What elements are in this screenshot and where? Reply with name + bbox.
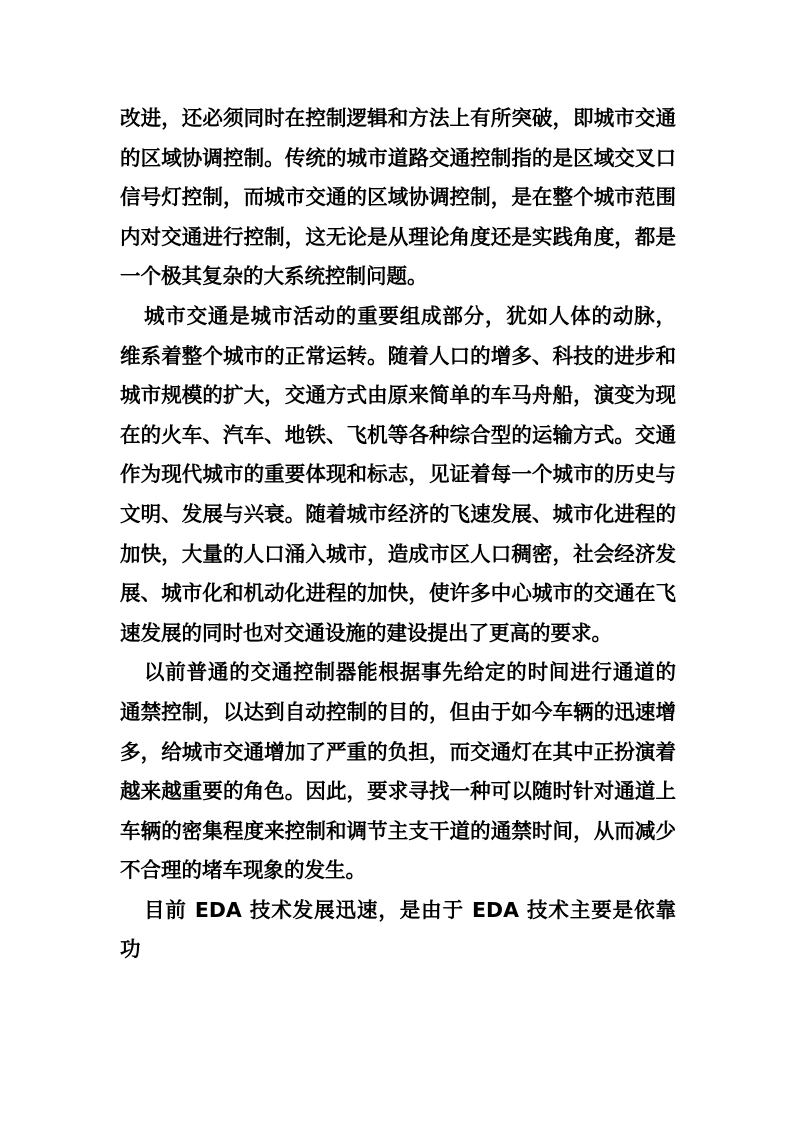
paragraph-2: 城市交通是城市活动的重要组成部分，犹如人体的动脉，维系着整个城市的正常运转。随着人口的增多、科技的进步和城市规模的扩大，交通方式由原来简单的车马舟船，演变为现在的火车、汽车、地铁、飞机等各种综合型的运输方式。交通作为现代城市的重要体现和标志，见证着每一个城市的历史与文明、发展与兴衰。随着城市经济的飞速发展、城市化进程的加快，大量的人口涌入城市，造成市区人口稠密，社会经济发展、城市化和机动化进程的加快，使许多中心城市的交通在飞速发展的同时也对交通设施的建设提出了更高的要求。 (120, 303, 676, 645)
paragraph-1: 改进，还必须同时在控制逻辑和方法上有所突破，即城市交通的区域协调控制。传统的城市道路交通控制指的是区域交叉口信号灯控制，而城市交通的区域协调控制，是在整个城市范围内对交通进行控制，这无论是从理论角度还是实践角度，都是一个极其复杂的大系统控制问题。 (120, 106, 676, 289)
paragraph-3: 以前普通的交通控制器能根据事先给定的时间进行通道的通禁控制，以达到自动控制的目的，但由于如今车辆的迅速增多，给城市交通增加了严重的负担，而交通灯在其中正扮演着越来越重要的角色。因此，要求寻找一种可以随时针对通道上车辆的密集程度来控制和调节主支干道的通禁时间，从而减少不合理的堵车现象的发生。 (120, 660, 676, 883)
paragraph-4: 目前 EDA 技术发展迅速，是由于 EDA 技术主要是依靠功 (120, 897, 676, 962)
document-page (120, 99, 676, 970)
